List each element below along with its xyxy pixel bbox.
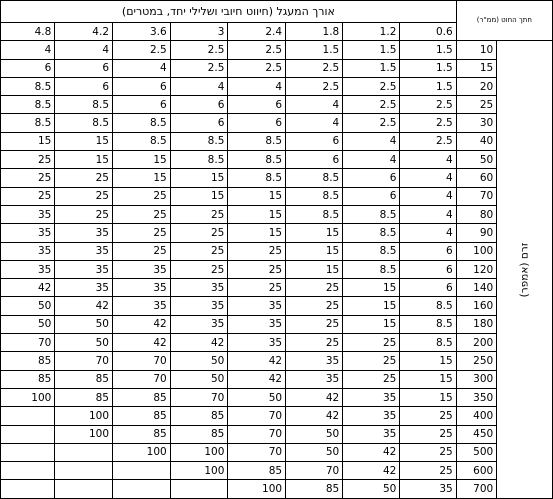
gauge-cell: 85: [55, 388, 113, 406]
gauge-cell: 70: [228, 407, 286, 425]
gauge-cell: 1.5: [343, 41, 400, 59]
current-cell: 300: [456, 370, 497, 388]
gauge-cell: 8.5: [286, 187, 343, 205]
gauge-cell: 8.5: [113, 114, 171, 132]
gauge-cell: 42: [170, 334, 228, 352]
current-cell: 30: [456, 114, 497, 132]
table-row: [1, 224, 553, 242]
gauge-cell: 15: [343, 315, 400, 333]
gauge-cell: [1, 462, 55, 480]
current-cell: 50: [456, 151, 497, 169]
gauge-cell: 25: [286, 334, 343, 352]
table-row: [1, 41, 553, 59]
current-cell: 200: [456, 334, 497, 352]
current-cell: 120: [456, 260, 497, 278]
gauge-cell: 42: [343, 443, 400, 461]
gauge-cell: 25: [170, 242, 228, 260]
gauge-cell: [55, 462, 113, 480]
current-cell: 90: [456, 224, 497, 242]
gauge-cell: 15: [343, 297, 400, 315]
gauge-cell: 2.5: [400, 96, 456, 114]
gauge-cell: 25: [1, 151, 55, 169]
length-header-cell: 3: [170, 23, 228, 41]
gauge-cell: 8.5: [1, 77, 55, 95]
gauge-cell: 42: [55, 297, 113, 315]
gauge-cell: 4: [400, 187, 456, 205]
table-row: [1, 242, 553, 260]
gauge-cell: 35: [228, 315, 286, 333]
gauge-cell: 6: [228, 114, 286, 132]
table-row: [1, 114, 553, 132]
gauge-cell: 4: [400, 151, 456, 169]
gauge-cell: 2.5: [343, 77, 400, 95]
gauge-cell: 100: [228, 480, 286, 498]
gauge-cell: 8.5: [286, 169, 343, 187]
table-row: [1, 96, 553, 114]
gauge-cell: 8.5: [343, 205, 400, 223]
table-row: [1, 315, 553, 333]
gauge-cell: 85: [55, 370, 113, 388]
gauge-cell: 25: [400, 462, 456, 480]
gauge-cell: 4: [343, 132, 400, 150]
gauge-cell: 25: [113, 187, 171, 205]
table-row: [1, 407, 553, 425]
gauge-cell: 25: [228, 279, 286, 297]
gauge-cell: 15: [170, 169, 228, 187]
table-row: [1, 205, 553, 223]
current-cell: 25: [456, 96, 497, 114]
gauge-cell: 8.5: [286, 205, 343, 223]
gauge-cell: 42: [113, 334, 171, 352]
table-row: [1, 169, 553, 187]
gauge-cell: 85: [286, 480, 343, 498]
gauge-cell: 35: [286, 370, 343, 388]
gauge-cell: 85: [170, 407, 228, 425]
current-cell: 250: [456, 352, 497, 370]
gauge-cell: [1, 443, 55, 461]
gauge-cell: 25: [113, 242, 171, 260]
table-row: [1, 443, 553, 461]
gauge-cell: 25: [228, 242, 286, 260]
gauge-cell: 35: [55, 260, 113, 278]
gauge-cell: 35: [343, 407, 400, 425]
current-cell: 140: [456, 279, 497, 297]
gauge-cell: 15: [228, 224, 286, 242]
gauge-cell: 35: [228, 334, 286, 352]
gauge-cell: 35: [113, 260, 171, 278]
gauge-cell: 15: [170, 187, 228, 205]
gauge-cell: 42: [113, 315, 171, 333]
gauge-cell: 25: [113, 224, 171, 242]
gauge-cell: 35: [55, 279, 113, 297]
gauge-cell: 4: [228, 77, 286, 95]
gauge-cell: 70: [113, 352, 171, 370]
gauge-cell: [55, 480, 113, 498]
gauge-cell: 35: [343, 388, 400, 406]
gauge-cell: 100: [55, 407, 113, 425]
gauge-cell: 15: [55, 151, 113, 169]
gauge-cell: 50: [343, 480, 400, 498]
gauge-cell: 6: [343, 169, 400, 187]
gauge-cell: 15: [1, 132, 55, 150]
length-header-cell: 1.2: [343, 23, 400, 41]
gauge-cell: 6: [343, 187, 400, 205]
gauge-cell: 15: [400, 370, 456, 388]
gauge-cell: 2.5: [343, 96, 400, 114]
gauge-cell: 1.5: [343, 59, 400, 77]
gauge-cell: 6: [400, 279, 456, 297]
gauge-cell: 25: [113, 205, 171, 223]
gauge-cell: 70: [228, 425, 286, 443]
gauge-cell: 6: [286, 151, 343, 169]
table-row: [1, 77, 553, 95]
gauge-cell: [170, 480, 228, 498]
gauge-cell: 42: [286, 388, 343, 406]
gauge-cell: 8.5: [343, 242, 400, 260]
gauge-cell: 8.5: [113, 132, 171, 150]
gauge-cell: 2.5: [228, 59, 286, 77]
gauge-cell: 25: [1, 169, 55, 187]
gauge-cell: 4: [170, 77, 228, 95]
corner-label: חתך החוט (ממ"ר): [456, 1, 552, 41]
gauge-cell: 35: [1, 205, 55, 223]
gauge-cell: [1, 407, 55, 425]
gauge-cell: 15: [113, 169, 171, 187]
table-row: [1, 462, 553, 480]
gauge-cell: 35: [343, 425, 400, 443]
gauge-cell: 35: [1, 260, 55, 278]
gauge-cell: 2.5: [400, 132, 456, 150]
gauge-cell: 25: [400, 407, 456, 425]
gauge-cell: 4: [400, 224, 456, 242]
current-cell: 80: [456, 205, 497, 223]
current-cell: 15: [456, 59, 497, 77]
length-header-cell: 3.6: [113, 23, 171, 41]
table-row: [1, 425, 553, 443]
gauge-cell: 15: [228, 187, 286, 205]
gauge-cell: 2.5: [343, 114, 400, 132]
gauge-cell: 6: [170, 96, 228, 114]
gauge-cell: 6: [113, 96, 171, 114]
gauge-cell: 15: [400, 352, 456, 370]
gauge-cell: 6: [228, 96, 286, 114]
current-cell: 40: [456, 132, 497, 150]
gauge-cell: 35: [170, 297, 228, 315]
gauge-cell: 25: [286, 279, 343, 297]
gauge-cell: 8.5: [400, 297, 456, 315]
gauge-cell: 15: [228, 205, 286, 223]
gauge-cell: 8.5: [400, 334, 456, 352]
gauge-cell: 70: [113, 370, 171, 388]
gauge-cell: 50: [1, 315, 55, 333]
gauge-cell: 8.5: [170, 151, 228, 169]
current-cell: 10: [456, 41, 497, 59]
gauge-cell: 50: [286, 425, 343, 443]
side-label: זרם (אמפר): [518, 242, 531, 297]
table-row: [1, 334, 553, 352]
gauge-cell: 35: [400, 480, 456, 498]
gauge-cell: 8.5: [1, 96, 55, 114]
length-header-cell: 0.6: [400, 23, 456, 41]
gauge-cell: 25: [400, 425, 456, 443]
gauge-cell: 4: [343, 151, 400, 169]
gauge-cell: 15: [343, 279, 400, 297]
gauge-cell: 25: [170, 260, 228, 278]
gauge-cell: 4: [113, 59, 171, 77]
gauge-cell: 6: [113, 77, 171, 95]
gauge-cell: 4: [55, 41, 113, 59]
table-row: [1, 59, 553, 77]
gauge-cell: 8.5: [228, 151, 286, 169]
gauge-cell: 100: [55, 425, 113, 443]
gauge-cell: 4: [400, 169, 456, 187]
gauge-cell: 8.5: [55, 114, 113, 132]
side-label-cell: [497, 41, 553, 498]
gauge-cell: 25: [55, 169, 113, 187]
gauge-cell: 8.5: [1, 114, 55, 132]
gauge-cell: 8.5: [228, 132, 286, 150]
gauge-cell: [113, 480, 171, 498]
gauge-cell: 35: [1, 224, 55, 242]
length-header-cell: 4.8: [1, 23, 55, 41]
gauge-cell: 6: [400, 260, 456, 278]
gauge-cell: 15: [113, 151, 171, 169]
gauge-cell: 42: [228, 352, 286, 370]
gauge-cell: [113, 462, 171, 480]
gauge-cell: 35: [113, 279, 171, 297]
gauge-cell: 4: [286, 96, 343, 114]
gauge-cell: 25: [55, 187, 113, 205]
gauge-cell: 35: [113, 297, 171, 315]
gauge-cell: [1, 480, 55, 498]
gauge-cell: [55, 443, 113, 461]
gauge-cell: 70: [1, 334, 55, 352]
length-header-cell: 1.8: [286, 23, 343, 41]
gauge-cell: 100: [113, 443, 171, 461]
gauge-cell: 85: [113, 425, 171, 443]
gauge-cell: 25: [55, 205, 113, 223]
gauge-cell: 50: [170, 352, 228, 370]
gauge-cell: 25: [343, 370, 400, 388]
gauge-cell: 8.5: [343, 260, 400, 278]
gauge-cell: 2.5: [286, 77, 343, 95]
gauge-cell: 2.5: [113, 41, 171, 59]
gauge-cell: 6: [400, 242, 456, 260]
gauge-cell: 35: [170, 279, 228, 297]
gauge-cell: 85: [1, 352, 55, 370]
gauge-cell: 25: [343, 352, 400, 370]
gauge-cell: 35: [55, 224, 113, 242]
gauge-cell: 70: [55, 352, 113, 370]
gauge-cell: 50: [55, 315, 113, 333]
gauge-cell: 42: [228, 370, 286, 388]
gauge-cell: 8.5: [170, 132, 228, 150]
current-cell: 20: [456, 77, 497, 95]
gauge-cell: 25: [228, 260, 286, 278]
gauge-cell: 6: [170, 114, 228, 132]
gauge-cell: 70: [228, 443, 286, 461]
gauge-cell: 6: [1, 59, 55, 77]
current-cell: 700: [456, 480, 497, 498]
title-row: [1, 1, 553, 23]
current-cell: 160: [456, 297, 497, 315]
gauge-cell: 6: [55, 77, 113, 95]
current-cell: 350: [456, 388, 497, 406]
gauge-cell: 35: [1, 242, 55, 260]
gauge-cell: 2.5: [286, 59, 343, 77]
gauge-cell: 1.5: [286, 41, 343, 59]
gauge-cell: 25: [286, 315, 343, 333]
current-cell: 100: [456, 242, 497, 260]
gauge-cell: 8.5: [400, 315, 456, 333]
gauge-cell: 25: [170, 224, 228, 242]
gauge-cell: 35: [286, 352, 343, 370]
gauge-cell: 42: [286, 407, 343, 425]
gauge-cell: 100: [1, 388, 55, 406]
gauge-cell: 50: [55, 334, 113, 352]
gauge-cell: 2.5: [400, 114, 456, 132]
gauge-cell: 1.5: [400, 77, 456, 95]
gauge-cell: 8.5: [228, 169, 286, 187]
gauge-cell: 1.5: [400, 59, 456, 77]
table-row: [1, 370, 553, 388]
gauge-cell: 15: [286, 260, 343, 278]
gauge-cell: 15: [55, 132, 113, 150]
gauge-cell: 15: [286, 224, 343, 242]
gauge-cell: 85: [170, 425, 228, 443]
gauge-cell: 50: [228, 388, 286, 406]
gauge-cell: 6: [286, 132, 343, 150]
current-cell: 450: [456, 425, 497, 443]
current-cell: 60: [456, 169, 497, 187]
table-row: [1, 480, 553, 498]
gauge-cell: 6: [55, 59, 113, 77]
gauge-cell: 35: [55, 242, 113, 260]
gauge-cell: 100: [170, 462, 228, 480]
gauge-cell: 25: [1, 187, 55, 205]
gauge-cell: 25: [286, 297, 343, 315]
gauge-cell: 50: [286, 443, 343, 461]
gauge-cell: 42: [343, 462, 400, 480]
gauge-cell: 35: [170, 315, 228, 333]
current-cell: 70: [456, 187, 497, 205]
gauge-cell: 15: [400, 388, 456, 406]
gauge-cell: 15: [286, 242, 343, 260]
gauge-cell: 4: [286, 114, 343, 132]
current-cell: 400: [456, 407, 497, 425]
gauge-cell: 1.5: [400, 41, 456, 59]
gauge-cell: 85: [113, 388, 171, 406]
table-row: [1, 297, 553, 315]
gauge-cell: 25: [343, 334, 400, 352]
length-header-cell: 4.2: [55, 23, 113, 41]
table-row: [1, 187, 553, 205]
table-row: [1, 279, 553, 297]
table-title: אורך המעגל (חיווט חיובי ושלילי יחד, במטרים): [1, 1, 457, 23]
gauge-cell: 85: [228, 462, 286, 480]
gauge-cell: 50: [170, 370, 228, 388]
table-row: [1, 260, 553, 278]
gauge-cell: 8.5: [55, 96, 113, 114]
gauge-cell: 2.5: [170, 59, 228, 77]
gauge-cell: 85: [1, 370, 55, 388]
gauge-cell: 70: [170, 388, 228, 406]
current-cell: 600: [456, 462, 497, 480]
gauge-cell: 4: [1, 41, 55, 59]
gauge-cell: 25: [400, 443, 456, 461]
table-row: [1, 352, 553, 370]
current-cell: 500: [456, 443, 497, 461]
gauge-cell: 50: [1, 297, 55, 315]
gauge-cell: 2.5: [170, 41, 228, 59]
gauge-cell: 42: [1, 279, 55, 297]
table-row: [1, 151, 553, 169]
table-row: [1, 132, 553, 150]
gauge-cell: 100: [170, 443, 228, 461]
gauge-cell: 25: [170, 205, 228, 223]
gauge-cell: [1, 425, 55, 443]
gauge-cell: 4: [400, 205, 456, 223]
length-header-cell: 2.4: [228, 23, 286, 41]
gauge-cell: 2.5: [228, 41, 286, 59]
table-row: [1, 388, 553, 406]
gauge-cell: 35: [228, 297, 286, 315]
gauge-cell: 70: [286, 462, 343, 480]
gauge-cell: 85: [113, 407, 171, 425]
gauge-cell: 8.5: [343, 224, 400, 242]
current-cell: 180: [456, 315, 497, 333]
